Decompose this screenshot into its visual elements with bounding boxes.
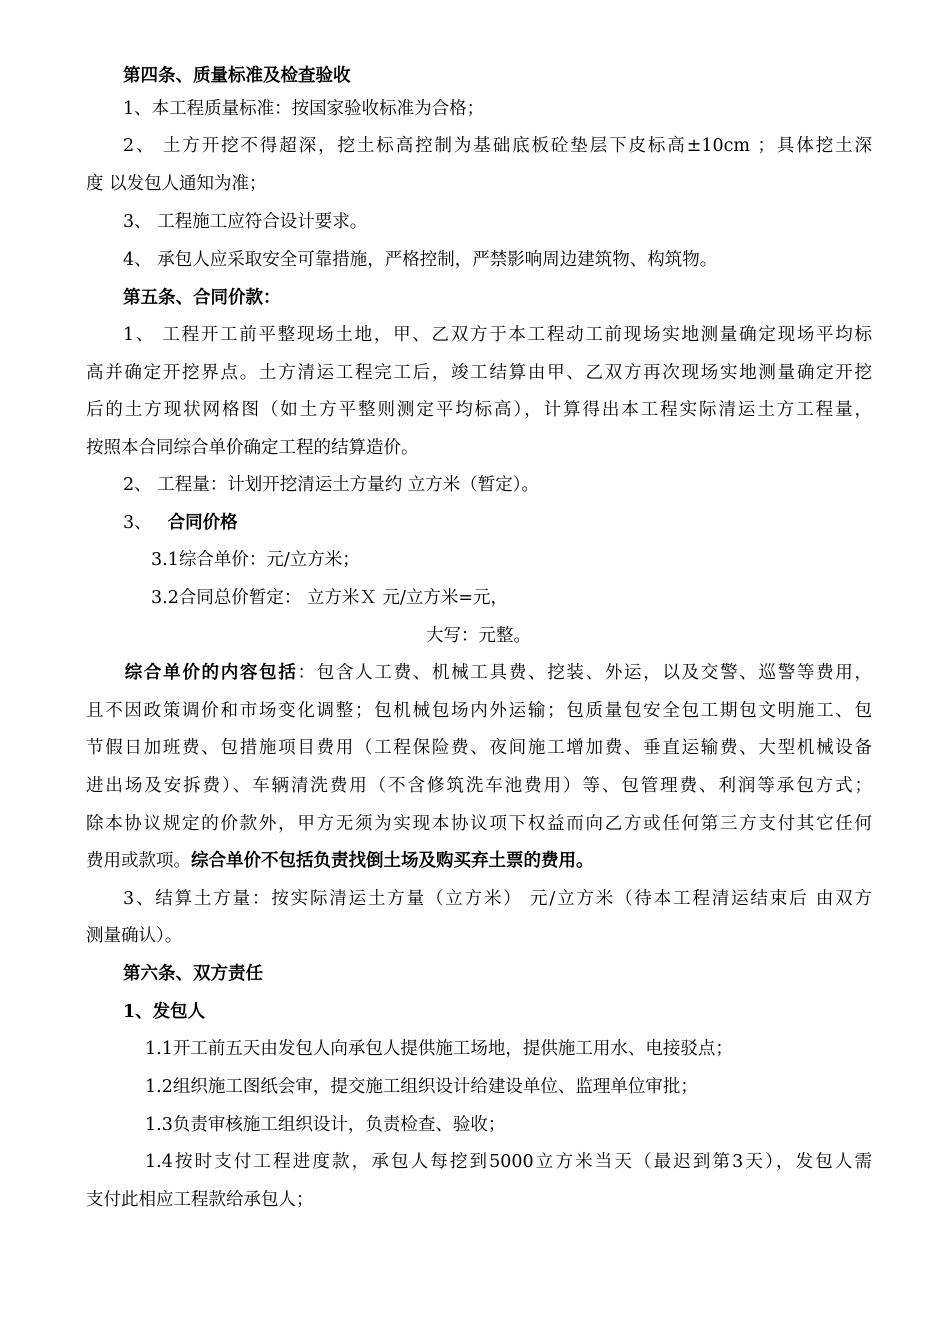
section-6-sub-heading: 1、发包人 — [123, 1002, 206, 1022]
section-6-item-1-1: 1.1开工前五天由发包人向承包人提供施工场地，提供施工用水、电接驳点； — [145, 1039, 733, 1059]
section-5-heading: 第五条、合同价款： — [123, 288, 281, 308]
content-line-4: 进出场及安拆费）、车辆清洗费用（不含修筑洗车池费用）等、包管理费、利润等承包方式； — [86, 776, 872, 796]
content-label: 综合单价的内容包括 — [123, 663, 298, 683]
content-line-6: 费用或款项。综合单价不包括负责找倒土场及购买弃土票的费用。 — [86, 851, 594, 871]
section-5-item-3 — [123, 511, 238, 535]
section-5-item-3-label: 合同价格 — [167, 513, 238, 533]
settlement-line-2: 测量确认）。 — [86, 926, 183, 946]
section-6-item-1-3: 1.3负责审核施工组织设计，负责检查、验收； — [145, 1115, 506, 1135]
content-line-3: 节假日加班费、包措施项目费用（工程保险费、夜间施工增加费、垂直运输费、大型机械设备 — [86, 738, 872, 758]
settlement-line-1: 3、结算土方量：按实际清运土方量（立方米） 元/立方米（待本工程清运结束后 由双方 — [123, 889, 872, 909]
section-6-item-1-4-line-1: 1.4按时支付工程进度款，承包人每挖到5000立方米当天（最迟到第3天），发包人需 — [145, 1152, 872, 1172]
section-6-heading: 第六条、双方责任 — [123, 964, 263, 984]
section-6-item-1-4-line-2: 支付此相应工程款给承包人； — [86, 1190, 314, 1210]
section-4-item-4: 4、 承包人应采取安全可靠措施，严格控制，严禁影响周边建筑物、构筑物。 — [123, 250, 718, 270]
section-5-item-1-line-1: 1、 工程开工前平整现场土地，甲、乙双方于本工程动工前现场实地测量确定现场平均标 — [123, 325, 872, 345]
content-line-5: 除本协议规定的价款外，甲方无须为实现本协议项下权益而向乙方或任何第三方支付其它任何 — [86, 814, 872, 834]
section-5-item-2: 2、 工程量：计划开挖清运土方量约 立方米（暂定）。 — [123, 475, 540, 495]
section-4-item-1: 1、本工程质量标准：按国家验收标准为合格； — [123, 99, 485, 119]
section-4-item-2-line-2: 度 以发包人通知为准； — [86, 174, 267, 194]
section-5-item-3-number: 3、 — [123, 513, 152, 533]
section-4-heading: 第四条、质量标准及检查验收 — [123, 66, 351, 86]
exclusion-note: 综合单价不包括负责找倒土场及购买弃土票的费用。 — [191, 851, 594, 871]
section-6-item-1-2: 1.2组织施工图纸会审，提交施工组织设计给建设单位、监理单位审批； — [145, 1077, 698, 1097]
content-line-1: 综合单价的内容包括：包含人工费、机械工具费、挖装、外运，以及交警、巡警等费用， — [123, 663, 873, 683]
section-5-item-1-line-3: 后的土方现状网格图（如土方平整则测定平均标高），计算得出本工程实际清运土方工程量， — [86, 400, 872, 420]
section-4-item-3: 3、 工程施工应符合设计要求。 — [123, 212, 368, 232]
section-5-item-1-line-2: 高并确定开挖界点。土方清运工程完工后，竣工结算由甲、乙双方再次现场实地测量确定开挖 — [86, 363, 872, 383]
content-line-2: 且不因政策调价和市场变化调整；包机械包场内外运输；包质量包安全包工期包文明施工、包 — [86, 701, 872, 721]
section-4-item-2-line-1: 2、 土方开挖不得超深，挖土标高控制为基础底板砼垫层下皮标高±10cm ；具体挖土深 — [123, 136, 872, 156]
capital-amount-line: 大写：元整。 — [426, 626, 531, 646]
section-5-item-1-line-4: 按照本合同综合单价确定工程的结算造价。 — [86, 438, 419, 458]
unit-price-line: 3.1综合单价：元/立方米； — [151, 550, 360, 570]
total-price-line: 3.2合同总价暂定： 立方米Ｘ 元/立方米=元， — [151, 588, 509, 608]
